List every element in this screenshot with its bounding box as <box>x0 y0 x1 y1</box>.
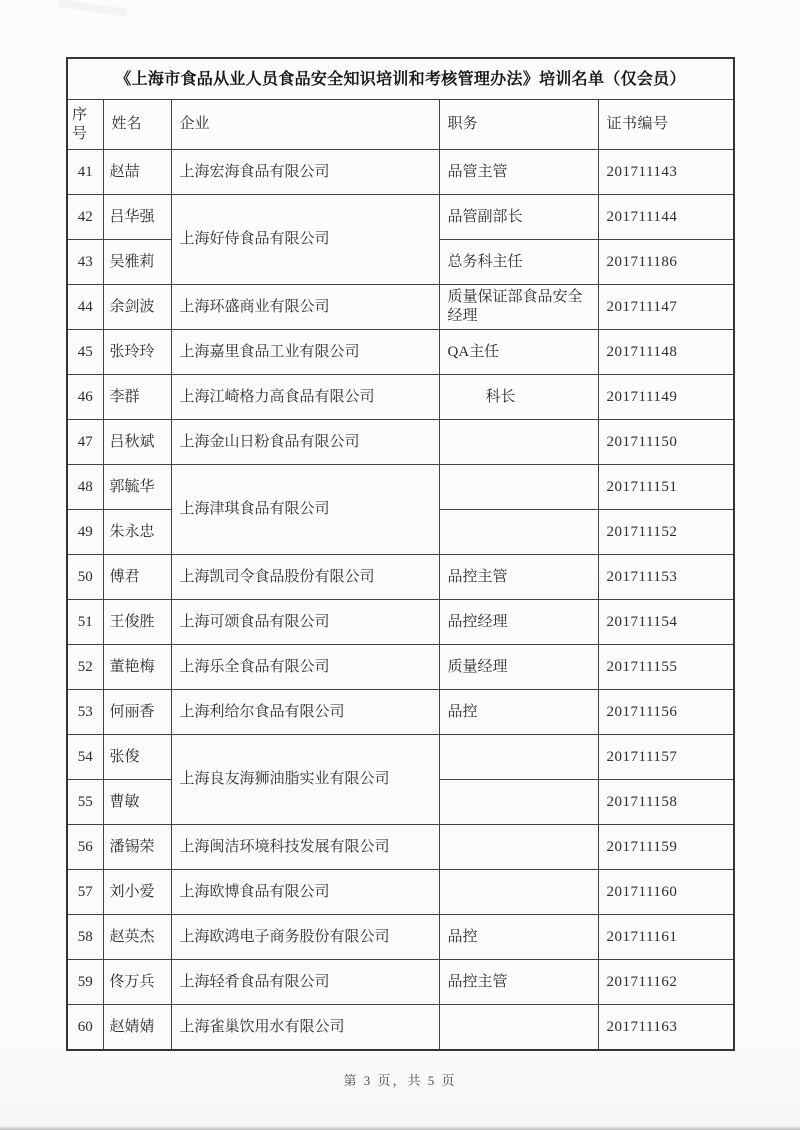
position-cell <box>439 735 598 780</box>
column-header-no: 序号 <box>67 100 103 150</box>
company-cell: 上海可颂食品有限公司 <box>171 600 439 645</box>
position-cell: 科长 <box>439 375 598 420</box>
cert-number-cell: 201711154 <box>598 600 734 645</box>
table-row <box>67 645 734 690</box>
company-cell: 上海欧鸿电子商务股份有限公司 <box>171 915 439 960</box>
company-cell: 上海欧博食品有限公司 <box>171 870 439 915</box>
position-cell: 品管主管 <box>439 150 598 195</box>
company-cell: 上海环盛商业有限公司 <box>171 285 439 330</box>
cert-number-cell: 201711150 <box>598 420 734 465</box>
position-cell: 总务科主任 <box>439 240 598 285</box>
position-cell: 质量保证部食品安全经理 <box>439 285 598 330</box>
column-header-cert: 证书编号 <box>598 100 734 150</box>
name-cell: 董艳梅 <box>103 645 171 690</box>
position-cell <box>439 420 598 465</box>
name-cell: 何丽香 <box>103 690 171 735</box>
position-cell: 质量经理 <box>439 645 598 690</box>
cert-number-cell: 201711158 <box>598 780 734 825</box>
company-cell: 上海轻肴食品有限公司 <box>171 960 439 1005</box>
position-cell: 品控主管 <box>439 960 598 1005</box>
cert-number-cell: 201711156 <box>598 690 734 735</box>
row-number-cell: 53 <box>67 690 103 735</box>
company-cell: 上海雀巢饮用水有限公司 <box>171 1005 439 1051</box>
table-row <box>67 375 734 420</box>
row-number-cell: 41 <box>67 150 103 195</box>
name-cell: 吴雅莉 <box>103 240 171 285</box>
table-row <box>67 420 734 465</box>
table-title-row <box>67 58 734 100</box>
cert-number-cell: 201711161 <box>598 915 734 960</box>
name-cell: 李群 <box>103 375 171 420</box>
name-cell: 张玲玲 <box>103 330 171 375</box>
table-row <box>67 555 734 600</box>
name-cell: 吕华强 <box>103 195 171 240</box>
company-cell: 上海利给尔食品有限公司 <box>171 690 439 735</box>
company-cell: 上海嘉里食品工业有限公司 <box>171 330 439 375</box>
cert-number-cell: 201711143 <box>598 150 734 195</box>
table-row <box>67 330 734 375</box>
table-row <box>67 915 734 960</box>
cert-number-cell: 201711157 <box>598 735 734 780</box>
name-cell: 吕秋斌 <box>103 420 171 465</box>
cert-number-cell: 201711153 <box>598 555 734 600</box>
position-cell <box>439 825 598 870</box>
cert-number-cell: 201711155 <box>598 645 734 690</box>
table-row <box>67 825 734 870</box>
cert-number-cell: 201711162 <box>598 960 734 1005</box>
table-row <box>67 465 734 510</box>
table-row <box>67 600 734 645</box>
name-cell: 郭毓华 <box>103 465 171 510</box>
table-header-row <box>67 100 734 150</box>
name-cell: 傅君 <box>103 555 171 600</box>
table-row <box>67 690 734 735</box>
table-row <box>67 870 734 915</box>
name-cell: 佟万兵 <box>103 960 171 1005</box>
row-number-cell: 46 <box>67 375 103 420</box>
cert-number-cell: 201711151 <box>598 465 734 510</box>
table-row <box>67 1005 734 1051</box>
position-cell <box>439 870 598 915</box>
name-cell: 余剑波 <box>103 285 171 330</box>
company-cell: 上海好侍食品有限公司 <box>171 195 439 285</box>
row-number-cell: 54 <box>67 735 103 780</box>
cert-number-cell: 201711159 <box>598 825 734 870</box>
row-number-cell: 42 <box>67 195 103 240</box>
position-cell: 品控 <box>439 915 598 960</box>
name-cell: 赵喆 <box>103 150 171 195</box>
scan-artifact <box>58 0 128 17</box>
company-cell: 上海金山日粉食品有限公司 <box>171 420 439 465</box>
position-cell <box>439 1005 598 1051</box>
column-header-company: 企业 <box>171 100 439 150</box>
row-number-cell: 51 <box>67 600 103 645</box>
position-cell: 品控经理 <box>439 600 598 645</box>
cert-number-cell: 201711147 <box>598 285 734 330</box>
row-number-cell: 57 <box>67 870 103 915</box>
name-cell: 王俊胜 <box>103 600 171 645</box>
row-number-cell: 60 <box>67 1005 103 1051</box>
row-number-cell: 55 <box>67 780 103 825</box>
column-header-position: 职务 <box>439 100 598 150</box>
column-header-name: 姓名 <box>103 100 171 150</box>
row-number-cell: 49 <box>67 510 103 555</box>
company-cell: 上海凯司令食品股份有限公司 <box>171 555 439 600</box>
company-cell: 上海津琪食品有限公司 <box>171 465 439 555</box>
position-cell <box>439 510 598 555</box>
cert-number-cell: 201711152 <box>598 510 734 555</box>
training-roster-table <box>66 57 735 1051</box>
company-cell: 上海闽洁环境科技发展有限公司 <box>171 825 439 870</box>
row-number-cell: 44 <box>67 285 103 330</box>
row-number-cell: 47 <box>67 420 103 465</box>
row-number-cell: 52 <box>67 645 103 690</box>
table-row <box>67 735 734 780</box>
name-cell: 朱永忠 <box>103 510 171 555</box>
cert-number-cell: 201711144 <box>598 195 734 240</box>
row-number-cell: 50 <box>67 555 103 600</box>
position-cell: 品管副部长 <box>439 195 598 240</box>
cert-number-cell: 201711186 <box>598 240 734 285</box>
name-cell: 潘锡荣 <box>103 825 171 870</box>
row-number-cell: 48 <box>67 465 103 510</box>
name-cell: 刘小爱 <box>103 870 171 915</box>
row-number-cell: 58 <box>67 915 103 960</box>
row-number-cell: 45 <box>67 330 103 375</box>
position-cell: 品控 <box>439 690 598 735</box>
name-cell: 赵婧婧 <box>103 1005 171 1051</box>
position-cell <box>439 780 598 825</box>
company-cell: 上海乐全食品有限公司 <box>171 645 439 690</box>
cert-number-cell: 201711160 <box>598 870 734 915</box>
cert-number-cell: 201711148 <box>598 330 734 375</box>
name-cell: 曹敏 <box>103 780 171 825</box>
table-row <box>67 150 734 195</box>
row-number-cell: 56 <box>67 825 103 870</box>
row-number-cell: 43 <box>67 240 103 285</box>
page-number-footer: 第 3 页，共 5 页 <box>343 1073 457 1088</box>
name-cell: 张俊 <box>103 735 171 780</box>
position-cell: QA主任 <box>439 330 598 375</box>
row-number-cell: 59 <box>67 960 103 1005</box>
position-cell: 品控主管 <box>439 555 598 600</box>
company-cell: 上海良友海狮油脂实业有限公司 <box>171 735 439 825</box>
table-row <box>67 285 734 330</box>
company-cell: 上海江崎格力高食品有限公司 <box>171 375 439 420</box>
table-row <box>67 195 734 240</box>
table-row <box>67 960 734 1005</box>
scan-edge-shadow <box>0 1126 800 1130</box>
name-cell: 赵英杰 <box>103 915 171 960</box>
cert-number-cell: 201711149 <box>598 375 734 420</box>
company-cell: 上海宏海食品有限公司 <box>171 150 439 195</box>
document-title: 《上海市食品从业人员食品安全知识培训和考核管理办法》培训名单（仅会员） <box>67 58 734 100</box>
position-cell <box>439 465 598 510</box>
cert-number-cell: 201711163 <box>598 1005 734 1051</box>
